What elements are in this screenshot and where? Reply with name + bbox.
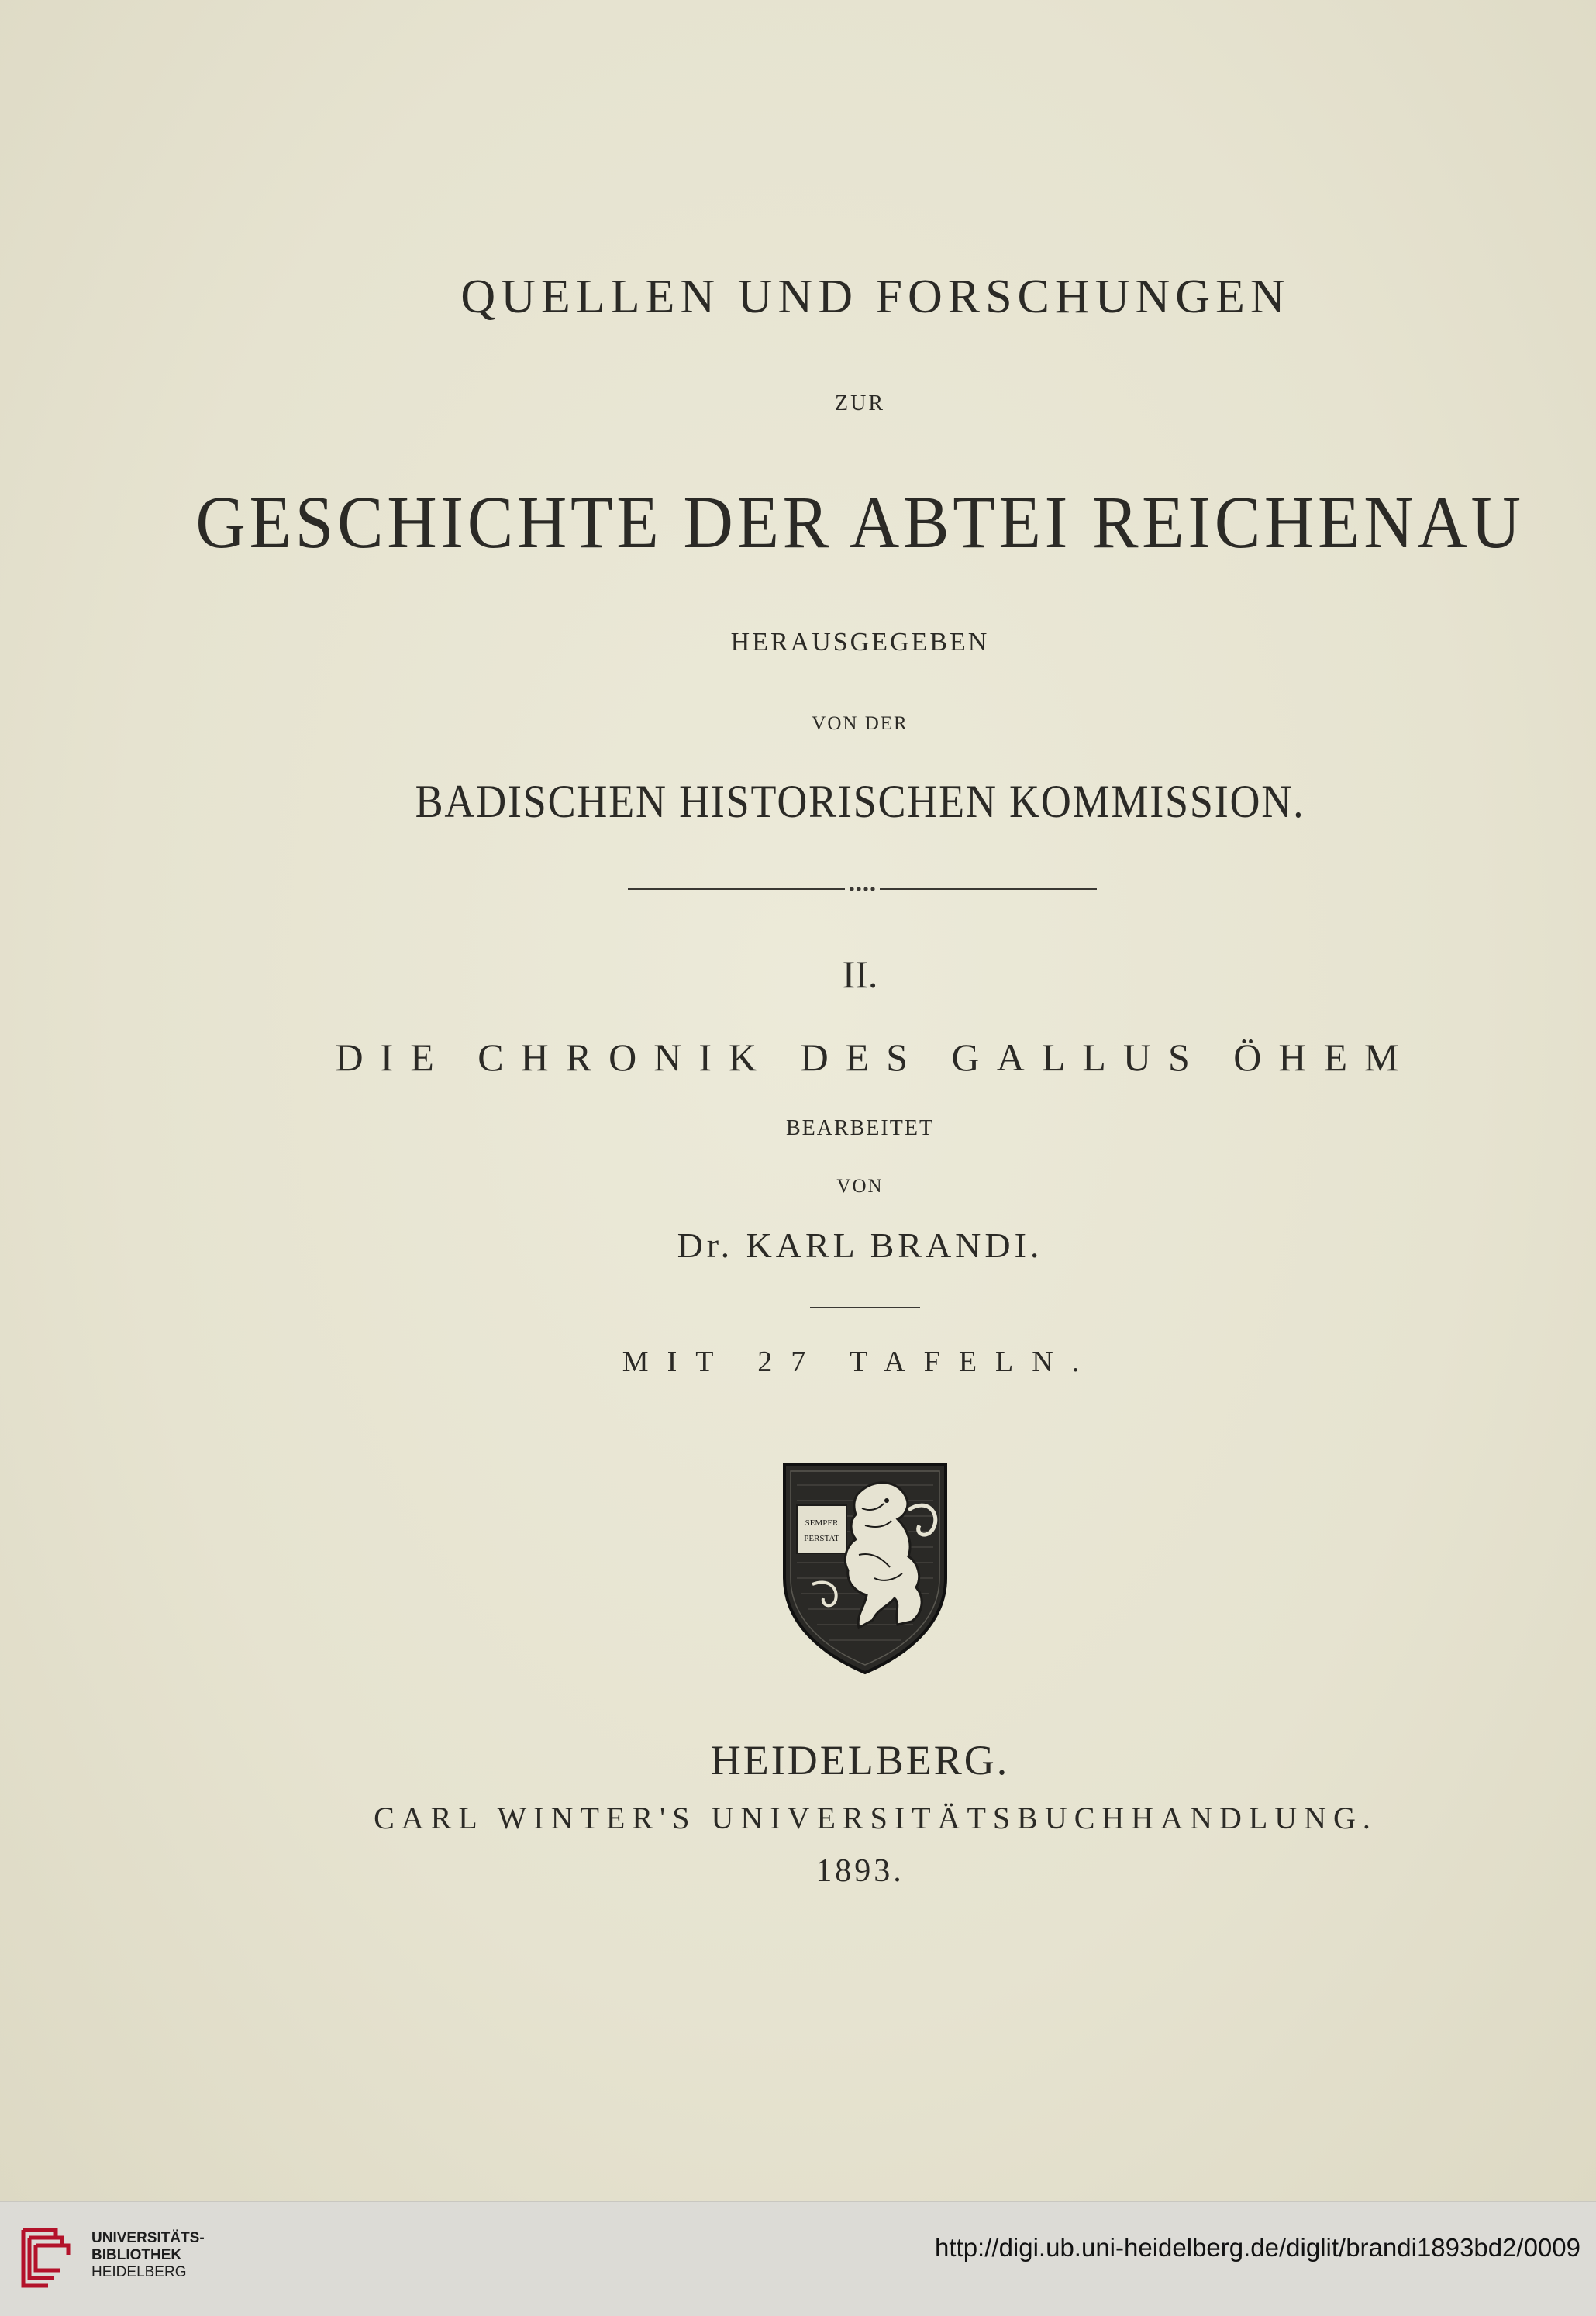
library-name-line-3: HEIDELBERG [91, 2264, 187, 2280]
publication-year: 1893. [815, 1853, 905, 1889]
series-title: QUELLEN UND FORSCHUNGEN [460, 271, 1291, 323]
university-library-logo-icon [17, 2224, 79, 2294]
work-title: DIE CHRONIK DES GALLUS ÖHEM [335, 1036, 1416, 1079]
library-name-line-2: BIBLIOTHEK [91, 2247, 182, 2263]
svg-text:PERSTAT: PERSTAT [804, 1534, 839, 1543]
plates-count: MIT 27 TAFELN. [622, 1346, 1098, 1378]
library-name-line-1: UNIVERSITÄTS- [91, 2230, 205, 2246]
heraldic-lion-shield-icon [781, 1462, 949, 1676]
published-by-label: HERAUSGEGEBEN [730, 628, 990, 657]
ornamental-rule [628, 885, 1097, 893]
author-name: KARL BRANDI. [746, 1225, 1043, 1265]
publisher: CARL WINTER'S UNIVERSITÄTSBUCHHANDLUNG. [374, 1801, 1377, 1835]
series-connector: ZUR [835, 391, 885, 415]
permalink-url[interactable]: http://digi.ub.uni-heidelberg.de/diglit/brandi1893bd2/0009 [935, 2233, 1580, 2262]
volume-number: II. [842, 953, 878, 996]
svg-text:SEMPER: SEMPER [805, 1518, 839, 1528]
by-label: VON [836, 1176, 884, 1197]
main-title: GESCHICHTE DER ABTEI REICHENAU [195, 481, 1525, 563]
library-name [91, 2230, 205, 2281]
short-divider [810, 1307, 920, 1308]
library-footer-bar [0, 2201, 1596, 2316]
commission-name: BADISCHEN HISTORISCHEN KOMMISSION. [415, 776, 1305, 827]
edited-label: BEARBEITET [785, 1116, 935, 1140]
author [62, 1225, 1596, 1266]
author-title: Dr. [677, 1225, 734, 1265]
from-the-label: VON DER [812, 713, 908, 734]
publication-city: HEIDELBERG. [710, 1737, 1010, 1784]
